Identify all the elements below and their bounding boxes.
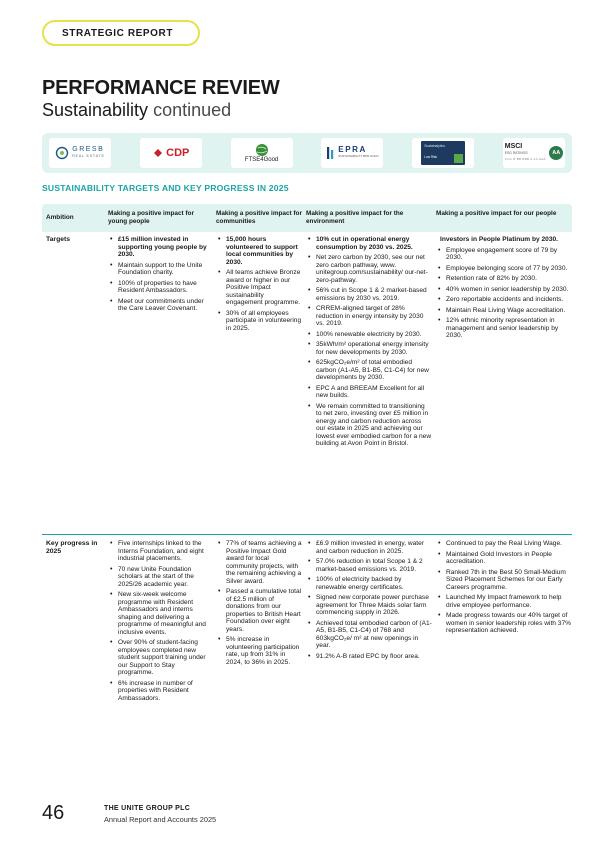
list-item: • 70 new Unite Foundation scholars at the start of the 2025/26 academic year.: [118, 566, 212, 589]
gresb-name: GRESB: [72, 146, 105, 153]
ftse4good-logo: [231, 138, 293, 168]
section-pill: [42, 20, 200, 46]
subtitle-main: Sustainability: [42, 100, 154, 120]
section-pill-label: STRATEGIC REPORT: [62, 27, 174, 39]
list-item: • 77% of teams achieving a Positive Impact Gold award for local community projects, with the remaining achieving a Silver award.: [226, 540, 302, 585]
list-item: • Made progress towards our 40% target of women in senior leadership roles with 37% representation achieved.: [446, 612, 572, 635]
sustainalytics-name: Sustainalytics: [424, 144, 445, 148]
list-item: • Retention rate of 82% by 2030.: [446, 275, 572, 283]
table-row-key-progress: [42, 538, 572, 768]
header-young-people: Making a positive impact for young people: [108, 210, 194, 225]
page-subtitle: [42, 100, 231, 121]
cdp-mark-icon: [152, 147, 164, 159]
msci-scale: CCC B BB BBB A AA AAA: [504, 157, 546, 161]
table-header: [42, 204, 572, 232]
list-item: • 12% ethnic minority representation in management and senior leadership by 2030.: [446, 317, 572, 340]
list-item: • Five internships linked to the Interns Foundation, and eight industrial placements.: [118, 540, 212, 563]
sustainalytics-logo: [412, 138, 474, 168]
sustainalytics-sub: Low Risk: [424, 155, 438, 159]
list-item: • Zero reportable accidents and incidents.: [446, 296, 572, 304]
list-item: • £6.9 million invested in energy, water and carbon reduction in 2025.: [316, 540, 432, 555]
list-item: • £15 million invested in supporting young people by 2030.: [118, 236, 212, 259]
progress-our-people: [432, 538, 572, 638]
list-item: • Over 90% of student-facing employees completed new student support training under our Support to Stay programme.: [118, 639, 212, 677]
list-item: • All teams achieve Bronze award or higher in our Positive Impact sustainability engagement programme.: [226, 269, 302, 307]
list-item: • 40% women in senior leadership by 2030.: [446, 286, 572, 294]
epra-name: EPRA: [338, 145, 367, 154]
list-item: • 625kgCO₂e/m² of total embodied carbon (A1-A5, B1-B5, C1-C4) for new developments by 2030.: [316, 359, 432, 382]
msci-name: MSCI: [504, 143, 523, 150]
list-item: • CRREM-aligned target of 28% reduction in energy intensity by 2030 vs. 2019.: [316, 305, 432, 328]
row-label-targets: Targets: [46, 236, 71, 243]
section-heading: SUSTAINABILITY TARGETS AND KEY PROGRESS IN 2025: [42, 183, 289, 193]
header-ambition: Ambition: [46, 214, 74, 221]
list-item: • 15,000 hours volunteered to support local communities by 2030.: [226, 236, 302, 266]
targets-our-people: [432, 234, 572, 343]
list-item: • Employee engagement score of 79 by 2030.: [446, 247, 572, 262]
list-item: • 100% renewable electricity by 2030.: [316, 331, 432, 339]
row-divider: [42, 534, 572, 535]
list-item: • 91.2% A-B rated EPC by floor area.: [316, 653, 432, 661]
gresb-mark-icon: [55, 146, 69, 160]
list-item: • Maintain support to the Unite Foundation charity.: [118, 262, 212, 277]
low-risk-badge: [454, 154, 463, 163]
progress-young-people: [104, 538, 212, 705]
gresb-logo: [49, 138, 111, 168]
table-row-targets: [42, 234, 572, 534]
list-item: • Meet our commitments under the Care Leaver Covenant.: [118, 298, 212, 313]
list-item: • Net zero carbon by 2030, see our net zero carbon pathway, www. unitegroup.com/sustainability/ our-net-zero-pathway.: [316, 254, 432, 284]
header-our-people: Making a positive impact for our people: [436, 210, 557, 217]
list-item: • 100% of properties to have Resident Ambassadors.: [118, 280, 212, 295]
list-item: • 5% increase in volunteering participation rate, up from 31% in 2024, to 36% in 2025.: [226, 636, 302, 666]
list-item: • 100% of electricity backed by renewable energy certificates.: [316, 576, 432, 591]
list-item: • Continued to pay the Real Living Wage.: [446, 540, 572, 548]
msci-sub: ESG RATINGS: [504, 151, 528, 155]
list-item: • 30% of all employees participate in volunteering in 2025.: [226, 310, 302, 333]
list-item: • Ranked 7th in the Best 50 Small-Medium Sized Placement Schemes for our Early Careers programme.: [446, 569, 572, 592]
list-item: • 57.0% reduction in total Scope 1 & 2 market-based emissions vs. 2019.: [316, 558, 432, 573]
certification-logo-strip: [42, 133, 572, 173]
cdp-logo: [140, 138, 202, 168]
targets-environment: [302, 234, 432, 451]
list-item: • Passed a cumulative total of £2.5 million of donations from our properties to British Heart Foundation over eight years.: [226, 588, 302, 633]
footer-report: Annual Report and Accounts 2025: [104, 815, 217, 824]
msci-logo: [503, 138, 565, 168]
list-item: • Launched My Impact framework to help drive employee performance.: [446, 594, 572, 609]
list-item: • EPC A and BREEAM Excellent for all new builds.: [316, 385, 432, 400]
progress-communities: [212, 538, 302, 669]
msci-rating-badge: AA: [549, 146, 563, 160]
globe-icon: [255, 143, 269, 157]
subtitle-continued: continued: [153, 100, 232, 120]
list-item: • Employee belonging score of 77 by 2030.: [446, 265, 572, 273]
targets-table: [42, 204, 572, 702]
header-environment: Making a positive impact for the environment: [306, 210, 404, 225]
targets-communities: [212, 234, 302, 335]
page-title: PERFORMANCE REVIEW: [42, 77, 280, 99]
list-item: • We remain committed to transitioning to net zero, investing over £5 million in energy and carbon reduction across our estate in 2025 and achieving our lowest ever embodied carbon for a new building at Avon Point in Bristol.: [316, 403, 432, 448]
cdp-name: CDP: [166, 147, 190, 159]
epra-mark-icon: [326, 146, 335, 160]
header-communities: Making a positive impact for communities: [216, 210, 302, 225]
list-item: • Signed new corporate power purchase agreement for Three Maids solar farm commencing supply in 2026.: [316, 594, 432, 617]
people-target-intro: Investors in People Platinum by 2030.: [440, 236, 558, 243]
targets-young-people: [104, 234, 212, 316]
gresb-sub: REAL ESTATE: [72, 154, 105, 158]
list-item: • 6% increase in number of properties with Resident Ambassadors.: [118, 680, 212, 703]
list-item: • 56% cut in Scope 1 & 2 market-based emissions by 2030 vs. 2019.: [316, 287, 432, 302]
list-item: • Achieved total embodied carbon of (A1-A5, B1-B5, C1-C4) of 768 and 603kgCO₂e/ m² at new openings in year.: [316, 620, 432, 650]
epra-logo: [321, 138, 383, 168]
footer-company: THE UNITE GROUP PLC: [104, 805, 191, 812]
ftse4good-name: FTSE4Good: [244, 157, 279, 163]
list-item: • 35kWh/m² operational energy intensity for new developments by 2030.: [316, 341, 432, 356]
list-item: • Maintained Gold Investors in People accreditation.: [446, 551, 572, 566]
epra-sub: SUSTAINABILITY BPR GOLD: [338, 154, 379, 158]
progress-environment: [302, 538, 432, 663]
list-item: • Maintain Real Living Wage accreditation.: [446, 307, 572, 315]
list-item: • New six-week welcome programme with Resident Ambassadors and interns shaping and delivering a programme of meaningful and inclusive events.: [118, 591, 212, 636]
row-label-key-progress: Key progress in 2025: [46, 540, 98, 556]
page-number: 46: [42, 802, 65, 824]
list-item: • 10% cut in operational energy consumption by 2030 vs. 2025.: [316, 236, 432, 251]
